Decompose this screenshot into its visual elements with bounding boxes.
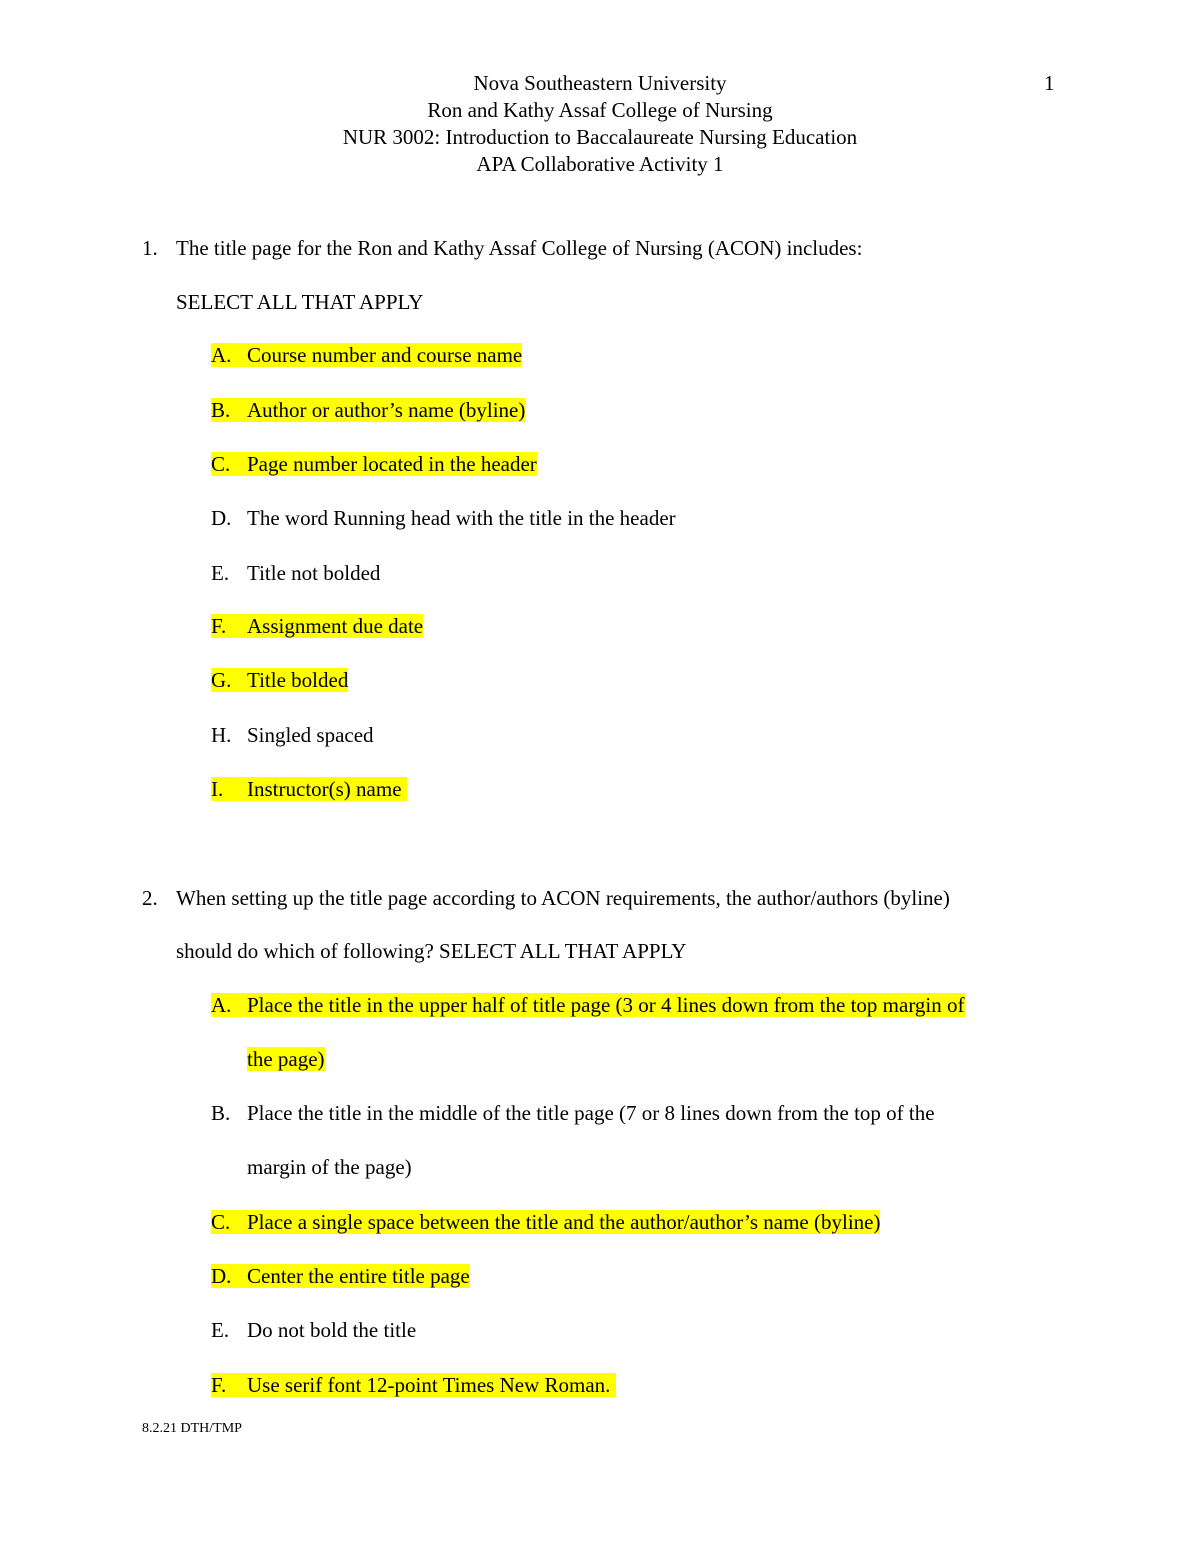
option-letter: C.: [211, 1210, 231, 1234]
q2-option-b-continued: [247, 1154, 412, 1181]
q2-option-a-continued: [247, 1046, 325, 1073]
option-letter: A.: [211, 993, 232, 1017]
option-text: Use serif font 12-point Times New Roman.: [247, 1373, 611, 1397]
q1-option-c: [211, 451, 537, 478]
option-text: Assignment due date: [247, 614, 424, 638]
q1-option-h: [211, 722, 374, 749]
college-name: Ron and Kathy Assaf College of Nursing: [427, 98, 773, 122]
question-number: 1.: [142, 236, 158, 260]
option-text: Author or author’s name (byline): [247, 398, 526, 422]
option-letter: D.: [211, 1264, 232, 1288]
option-text: Title bolded: [247, 668, 349, 692]
option-text: The word Running head with the title in the header: [247, 506, 676, 530]
q1-option-f: [211, 613, 423, 640]
option-letter: D.: [211, 506, 232, 530]
option-letter: B.: [211, 1101, 231, 1125]
activity-title: APA Collaborative Activity 1: [476, 152, 724, 176]
q2-option-c: [211, 1209, 880, 1236]
university-name: Nova Southeastern University: [473, 71, 727, 95]
q2-option-e: [211, 1317, 416, 1344]
q1-option-g: [211, 667, 348, 694]
option-letter: A.: [211, 343, 232, 367]
q2-option-f: [211, 1372, 616, 1399]
option-text: Place the title in the upper half of title page (3 or 4 lines down from the top margin of: [247, 993, 965, 1017]
q1-option-a: [211, 342, 522, 369]
option-text: Place the title in the middle of the title page (7 or 8 lines down from the top of the: [247, 1101, 935, 1125]
page-number: 1: [1044, 71, 1055, 95]
option-text: Center the entire title page: [247, 1264, 470, 1288]
q1-option-d: [211, 505, 676, 532]
q2-option-b: [211, 1100, 935, 1127]
option-text: Singled spaced: [247, 723, 374, 747]
question-text-continued: should do which of following? SELECT ALL THAT APPLY: [176, 939, 687, 963]
option-text: Place a single space between the title and the author/author’s name (byline): [247, 1210, 881, 1234]
q2-option-d: [211, 1263, 470, 1290]
option-letter: F.: [211, 1373, 227, 1397]
option-letter: E.: [211, 1318, 230, 1342]
option-letter: E.: [211, 561, 230, 585]
question-number: 2.: [142, 886, 158, 910]
course-title: NUR 3002: Introduction to Baccalaureate Nursing Education: [342, 125, 858, 149]
document-header: [0, 70, 1200, 178]
option-text-continued: margin of the page): [247, 1155, 412, 1179]
option-letter: G.: [211, 668, 232, 692]
option-text-continued: the page): [247, 1047, 325, 1071]
option-letter: H.: [211, 723, 232, 747]
option-letter: F.: [211, 614, 227, 638]
option-text: Instructor(s) name: [247, 777, 402, 801]
option-letter: I.: [211, 777, 224, 801]
question-text: When setting up the title page according to ACON requirements, the author/authors (byline): [176, 886, 950, 910]
document-footer: 8.2.21 DTH/TMP: [142, 1421, 242, 1436]
q1-option-i: [211, 776, 407, 803]
option-text: Do not bold the title: [247, 1318, 417, 1342]
option-letter: B.: [211, 398, 231, 422]
option-text: Course number and course name: [247, 343, 523, 367]
q1-option-e: [211, 560, 380, 587]
option-text: Title not bolded: [247, 561, 381, 585]
q2-option-a: [211, 992, 965, 1019]
question-text: The title page for the Ron and Kathy Assaf College of Nursing (ACON) includes:: [176, 236, 863, 260]
q1-option-b: [211, 397, 525, 424]
instruction-text: SELECT ALL THAT APPLY: [176, 290, 424, 314]
option-letter: C.: [211, 452, 231, 476]
option-text: Page number located in the header: [247, 452, 537, 476]
